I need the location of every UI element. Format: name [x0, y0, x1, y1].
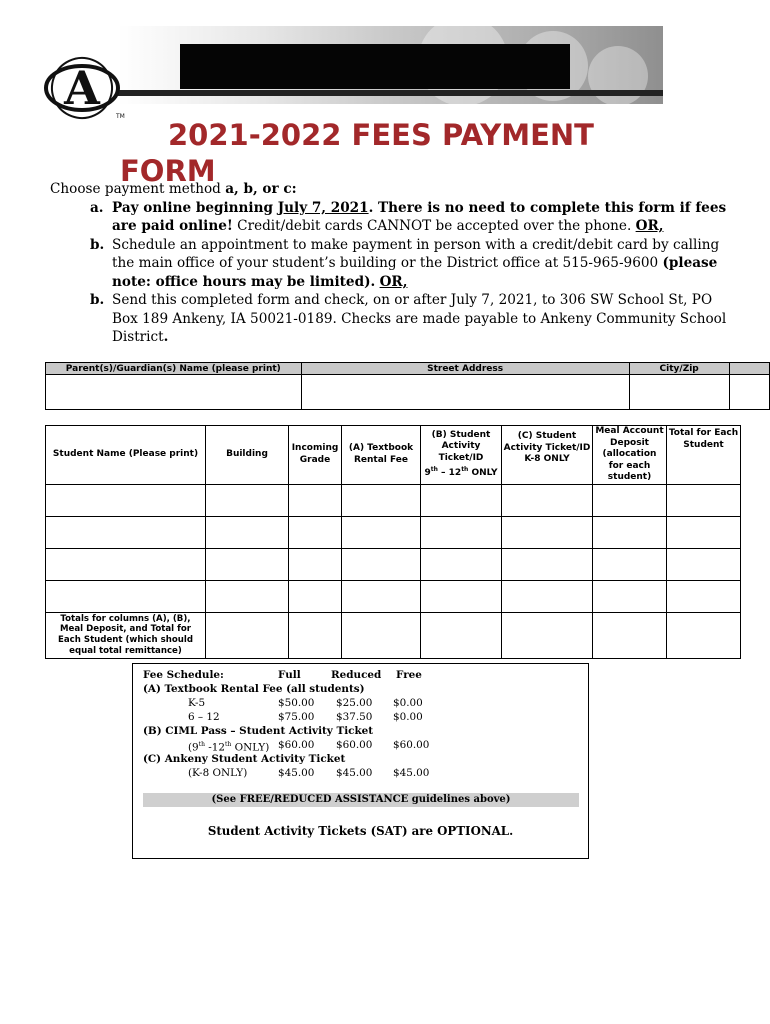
cell[interactable]	[667, 612, 741, 658]
cell[interactable]	[502, 580, 593, 612]
student-row	[46, 484, 741, 516]
student-name-header: Student Name (Please print)	[46, 426, 206, 485]
ticket-c-header: (C) Student Activity Ticket/ID K-8 ONLY	[502, 426, 593, 485]
fee-value: $50.00	[278, 697, 315, 709]
cell[interactable]	[421, 484, 502, 516]
parent-info-table	[45, 362, 770, 410]
cell[interactable]	[667, 580, 741, 612]
cell[interactable]	[342, 484, 421, 516]
fee-schedule-box	[132, 663, 589, 859]
ticket-b-header: (B) Student Activity Ticket/ID 9th – 12th ONLY	[421, 426, 502, 485]
blank-header	[729, 363, 769, 375]
cell[interactable]	[342, 612, 421, 658]
cell[interactable]	[667, 484, 741, 516]
cell[interactable]	[46, 484, 206, 516]
cell[interactable]	[289, 516, 342, 548]
cell[interactable]	[502, 516, 593, 548]
fee-value: $60.00	[278, 739, 315, 751]
svg-text:A: A	[64, 61, 100, 115]
cell[interactable]	[342, 516, 421, 548]
fee-value: $60.00	[393, 739, 430, 751]
assistance-note: (See FREE/REDUCED ASSISTANCE guidelines above)	[143, 793, 579, 807]
grade-k8: (K-8 ONLY)	[188, 767, 248, 779]
cell[interactable]	[502, 612, 593, 658]
totals-label: Totals for columns (A), (B), Meal Deposit, and Total for Each Student (which should equal total remittance)	[46, 612, 206, 658]
cell[interactable]	[342, 548, 421, 580]
title-line-2: FORM	[120, 154, 216, 188]
fee-value: $60.00	[336, 739, 373, 751]
cell[interactable]	[289, 580, 342, 612]
cell[interactable]	[502, 548, 593, 580]
cell[interactable]	[593, 580, 667, 612]
ciml-heading: (B) CIML Pass – Student Activity Ticket	[143, 725, 374, 737]
cell[interactable]	[667, 516, 741, 548]
svg-text:TM: TM	[116, 113, 125, 120]
totals-row	[46, 612, 741, 658]
instructions-intro: Choose payment method a, b, or c:	[50, 181, 297, 197]
cell[interactable]	[289, 484, 342, 516]
cell[interactable]	[289, 548, 342, 580]
building-header: Building	[206, 426, 289, 485]
cell[interactable]	[593, 548, 667, 580]
fee-schedule-heading: Fee Schedule:	[143, 669, 224, 681]
payment-instructions	[50, 180, 740, 347]
fee-value: $0.00	[393, 697, 423, 709]
grade-6-12: 6 – 12	[188, 711, 220, 723]
col-free: Free	[396, 669, 422, 681]
cell[interactable]	[206, 548, 289, 580]
cell[interactable]	[342, 580, 421, 612]
cell[interactable]	[289, 612, 342, 658]
street-address-field[interactable]	[301, 375, 629, 410]
fee-value: $25.00	[336, 697, 373, 709]
cell[interactable]	[421, 612, 502, 658]
textbook-fee-header: (A) Textbook Rental Fee	[342, 426, 421, 485]
textbook-heading: (A) Textbook Rental Fee (all students)	[143, 683, 365, 695]
city-zip-header: City/Zip	[629, 363, 729, 375]
cell[interactable]	[593, 612, 667, 658]
extra-field[interactable]	[729, 375, 769, 410]
student-fees-table	[45, 425, 741, 659]
district-logo	[42, 52, 124, 124]
cell[interactable]	[46, 548, 206, 580]
cell[interactable]	[206, 612, 289, 658]
parent-name-header: Parent(s)/Guardian(s) Name (please print)	[46, 363, 302, 375]
option-c: b. Send this completed form and check, on or after July 7, 2021, to 306 SW School St, PO Box 189 Ankeny, IA 50021-0189. Checks are made payable to Ankeny Community School District.	[90, 292, 727, 345]
optional-note: Student Activity Tickets (SAT) are OPTIONAL.	[207, 824, 514, 838]
parent-name-field[interactable]	[46, 375, 302, 410]
cell[interactable]	[421, 580, 502, 612]
cell[interactable]	[206, 484, 289, 516]
grade-9-12: (9th -12th ONLY)	[188, 741, 270, 754]
fee-value: $75.00	[278, 711, 315, 723]
cell[interactable]	[502, 484, 593, 516]
cell[interactable]	[593, 484, 667, 516]
fee-value: $45.00	[278, 767, 315, 779]
fee-value: $45.00	[336, 767, 373, 779]
fee-value: $37.50	[336, 711, 373, 723]
option-b: b. Schedule an appointment to make payment in person with a credit/debit card by calling the main office of your student’s building or the District office at 515-965-9600 (please note: office hours may be limited). OR,	[90, 236, 720, 290]
grade-header: Incoming Grade	[289, 426, 342, 485]
student-row	[46, 516, 741, 548]
cell[interactable]	[46, 516, 206, 548]
cell[interactable]	[667, 548, 741, 580]
grade-k5: K-5	[188, 697, 206, 709]
title-line-1: 2021-2022 FEES PAYMENT	[168, 118, 594, 152]
cell[interactable]	[593, 516, 667, 548]
cell[interactable]	[421, 516, 502, 548]
option-a: a. Pay online beginning July 7, 2021. There is no need to complete this form if fees are paid online! Credit/debit cards CANNOT be accepted over the phone. OR,	[90, 199, 727, 234]
cell[interactable]	[46, 580, 206, 612]
city-zip-field[interactable]	[629, 375, 729, 410]
col-full: Full	[278, 669, 301, 681]
col-reduced: Reduced	[331, 669, 382, 681]
student-row	[46, 548, 741, 580]
header-banner	[118, 26, 663, 104]
page-title	[120, 118, 640, 188]
online-date: July 7, 2021	[277, 199, 369, 216]
cell[interactable]	[206, 580, 289, 612]
fee-value: $0.00	[393, 711, 423, 723]
cell[interactable]	[206, 516, 289, 548]
fee-value: $45.00	[393, 767, 430, 779]
cell[interactable]	[421, 548, 502, 580]
total-each-header: Total for Each Student	[667, 426, 741, 485]
ankeny-ticket-heading: (C) Ankeny Student Activity Ticket	[143, 753, 346, 765]
meal-deposit-header: Meal Account Deposit (allocation for each student)	[593, 426, 667, 485]
street-address-header: Street Address	[301, 363, 629, 375]
student-row	[46, 580, 741, 612]
